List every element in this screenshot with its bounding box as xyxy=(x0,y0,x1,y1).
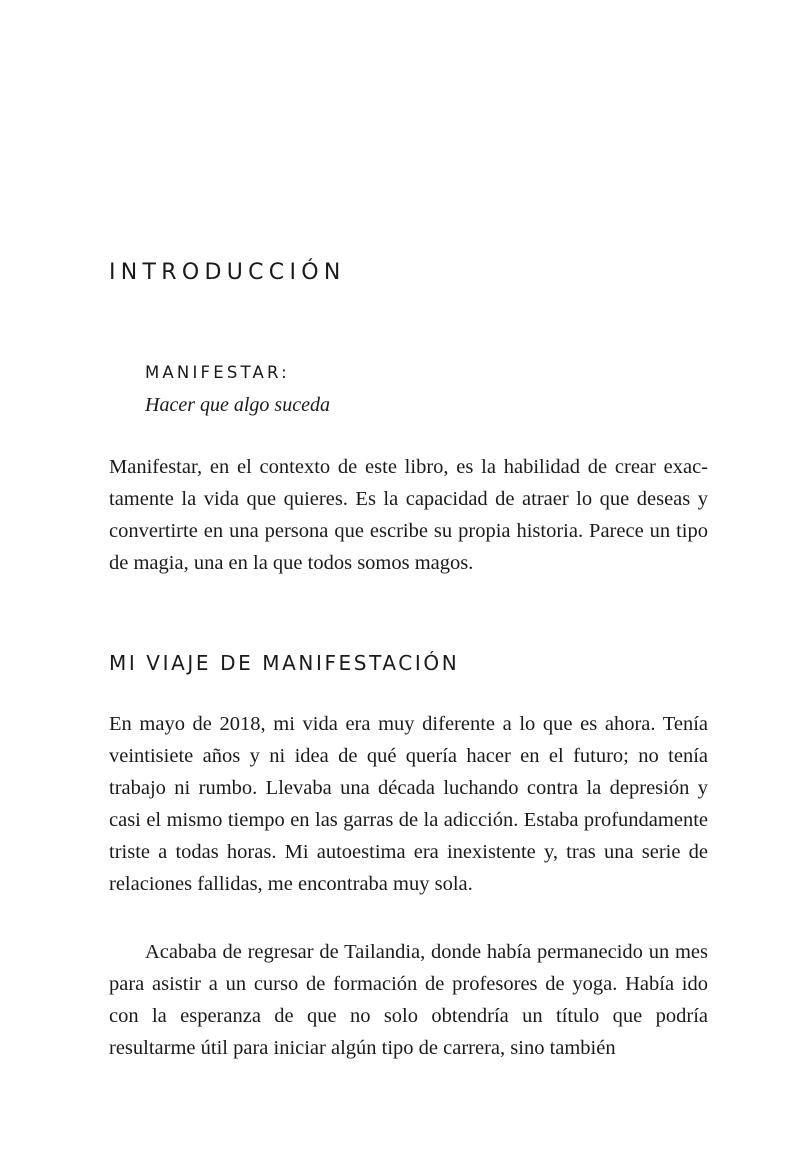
body-paragraph: En mayo de 2018, mi vida era muy diferente a lo que es ahora. Tenía veintisiete años y ni idea de qué quería hacer en el futuro; no tenía trabajo ni rumbo. Llevaba una década luchando contra la depresión y casi el mismo tiempo en las garras de la adicción. Estaba profundamente triste a todas horas. Mi autoestima era inexistente y, tras una serie de relaciones fallidas, me encontraba muy sola. xyxy=(109,713,708,895)
chapter-title: INTRODUCCIÓN xyxy=(109,260,346,285)
definition-term: MANIFESTAR: xyxy=(145,363,290,382)
intro-paragraph: Manifestar, en el contexto de este libro, es la habilidad de crear exactamente la vida que quieres. Es la capacidad de atraer lo que deseas y convertirte en una persona que escribe su propia historia. Parece un tipo de magia, una en la que todos somos magos. xyxy=(109,456,708,574)
section-heading: MI VIAJE DE MANIFESTACIÓN xyxy=(109,651,460,675)
definition-meaning: Hacer que algo suceda xyxy=(145,394,330,416)
body-paragraph: Acababa de regresar de Tailandia, donde había permanecido un mes para asistir a un curso de formación de profesores de yoga. Había ido con la esperanza de que no solo obtendría un título que podría resultarme útil para iniciar algún tipo de carrera, sino también xyxy=(109,941,708,1059)
definition-block xyxy=(145,361,330,418)
